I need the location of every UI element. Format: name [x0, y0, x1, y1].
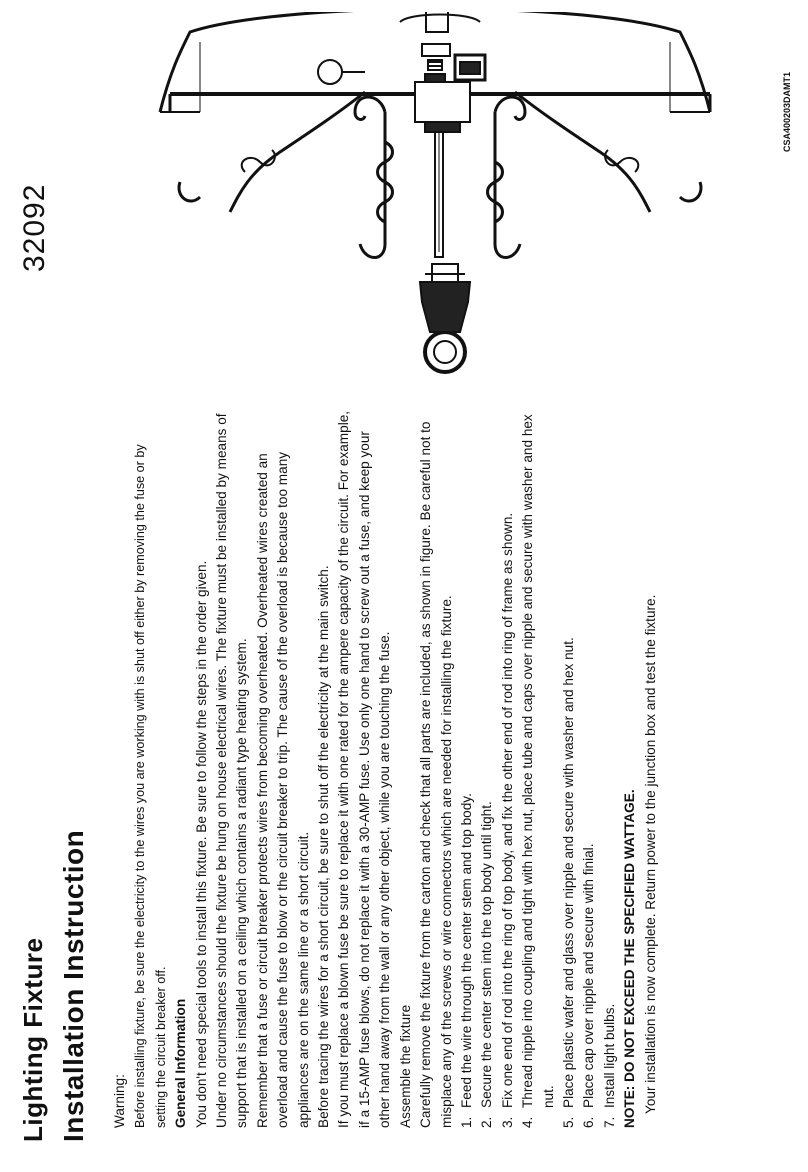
paragraph-support: Under no circumstances should the fixture be hung on house electrical wires. The fixture must be installed by means of support that is installed on a ceiling which contains a radiant type heating system.	[214, 413, 250, 1128]
warning-heading: Warning:	[112, 1074, 127, 1128]
assembly-steps	[457, 408, 620, 1128]
document-subtitle: Installation Instruction	[58, 829, 89, 1142]
assemble-text: Carefully remove the fixture from the carton and check that all parts are included, as shown in figure. Be careful not to misplace any of the screws or wire connectors which are needed for installing the fixture.	[418, 421, 454, 1128]
closing-text: Your installation is now complete. Return power to the junction box and test the fixture.	[642, 594, 658, 1114]
paragraph-short-circuit: Before tracing the wires for a short circuit, be sure to shut off the electricity at the main switch.	[316, 565, 332, 1128]
step-item: 5. Place plastic wafer and glass over nipple and secure with washer and hex nut.	[560, 637, 576, 1128]
canopy-ring-icon	[420, 264, 470, 372]
wattage-note: NOTE: DO NOT EXCEED THE SPECIFIED WATTAGE.	[622, 789, 638, 1128]
hardware-parts-icon	[422, 12, 450, 82]
center-stem-icon	[435, 117, 443, 257]
warning-text: Before installing fixture, be sure the electricity to the wires you are working with is shut off either by removing the fuse or by setting the circuit breaker off.	[133, 444, 168, 1128]
assemble-heading: Assemble the fixture	[397, 1004, 413, 1128]
step-item: 4. Thread nipple into coupling and tight with hex nut, place tube and caps over nipple and secure with washer and hex nut.	[520, 414, 556, 1128]
paragraph-overload: Remember that a fuse or circuit breaker protects wires from becoming overheated. Overheated wires created an overload and cause the fuse to blow or the circuit breaker to trip. The cause of the overload is because too many appliances are on the same line or a short circuit.	[254, 451, 311, 1128]
step-item: 3. Fix one end of rod into the ring of top body, and fix the other end of rod into ring of frame as shown.	[499, 512, 515, 1128]
paragraph-tools: You don't need special tools to install this fixture. Be sure to follow the steps in the order given.	[193, 560, 209, 1128]
model-number: 32092	[18, 183, 51, 272]
step-item: 2. Secure the center stem into the top body until tight.	[479, 801, 495, 1128]
step-item: 7. Install light bulbs.	[601, 1003, 617, 1128]
paragraph-fuse: If you must replace a blown fuse be sure to replace it with one rated for the ampere capacity of the circuit. For example, if a 15-AMP fuse blows, do not replace it with a 30-AMP fuse. Use only one hand to screw out a fuse, and keep your other hand away from the wall or any other object, while you are touching the fuse.	[336, 410, 393, 1128]
general-info-heading: General Information	[173, 998, 189, 1128]
step-item: 6. Place cap over nipple and secure with finial.	[581, 843, 597, 1128]
instruction-body	[110, 408, 661, 1128]
document-code: CSA400203DAMT1	[782, 71, 792, 152]
exploded-fixture-diagram	[80, 12, 790, 412]
step-item: 1. Feed the wire through the center stem and top body.	[458, 793, 474, 1128]
document-title: Lighting Fixture	[18, 937, 48, 1142]
